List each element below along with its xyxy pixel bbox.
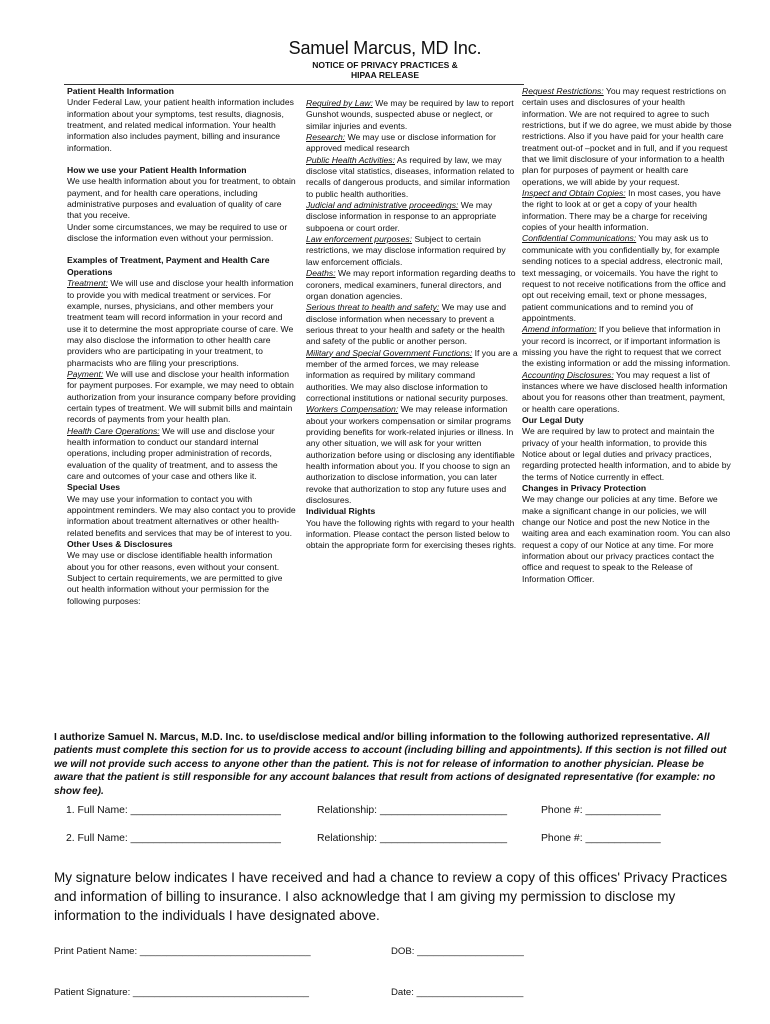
rep-1-phone-field[interactable]: Phone #: _____________ [541, 805, 661, 816]
inspect-copies-label: Inspect and Obtain Copies: [522, 188, 626, 199]
other-uses-heading: Other Uses & Disclosures [67, 539, 173, 550]
military-label: Military and Special Government Functions: [306, 347, 473, 358]
payment-label: Payment: [67, 368, 104, 379]
rep-1-relationship-field[interactable]: Relationship: ______________________ [317, 805, 508, 816]
legal-duty-heading: Our Legal Duty [522, 414, 584, 425]
notice-heading-line1: NOTICE OF PRIVACY PRACTICES & [312, 60, 458, 70]
workers-comp-text: We may release information about your workers compensation or similar programs providing benefits for work-related injuries or illness. In any other situation, we will ask for your written authorization before using or disclosing any identifiable health information about you. If you choose to sign an authorization to disclose information, you can later revoke that authorization to stop any future uses and disclosures. [306, 404, 515, 506]
hco-label: Health Care Operations: [67, 425, 160, 436]
judicial-label: Judicial and administrative proceedings: [306, 200, 459, 211]
required-by-law-label: Required by Law: [306, 98, 373, 108]
signature-statement: My signature below indicates I have received and had a chance to review a copy of this offices' Privacy Practices and information of billing to insurance. I also acknowledge that I am giving my permission to disclose my information to the individuals I have designated above. [54, 870, 728, 923]
header-divider [64, 84, 524, 85]
serious-threat-text: We may use and disclose information when necessary to prevent a serious threat to your health and safety or the health and safety of the public or another person. [306, 302, 507, 347]
deaths-label: Deaths: [306, 268, 336, 279]
notice-heading-line2: HIPAA RELEASE [350, 70, 419, 80]
column-right [522, 86, 732, 585]
accounting-disclosures-label: Accounting Disclosures: [522, 369, 614, 380]
examples-heading: Examples of Treatment, Payment and Health Care Operations [67, 255, 270, 277]
request-restrictions-text: You may request restrictions on certain uses and disclosures of your health information. We are not required to agree to such restrictions, but if we do agree, we must abide by those restrictions. Also if you have paid for your health care treatment out-of –pocket and in full, and if you request that we limit disclosure of your information to a health plan for purposes of payment or health care operations, we will abide by your request. [522, 86, 732, 187]
research-text: We may use or disclose information for approved medical research [306, 132, 496, 154]
authorization-line-a: I authorize Samuel N. Marcus, M.D. Inc. to use/disclose medical and/or billing information to the following authorized representative. [54, 732, 694, 743]
document-title: Samuel Marcus, MD Inc. [288, 38, 482, 58]
date-field[interactable]: Date: ____________________ [391, 987, 524, 998]
rep-2-name-field[interactable]: 2. Full Name: __________________________ [66, 833, 281, 844]
public-health-label: Public Health Activities: [306, 154, 395, 165]
serious-threat-label: Serious threat to health and safety: [306, 302, 440, 313]
column-middle [306, 98, 518, 552]
treatment-text: We will use and disclose your health information to provide you with medical treatment or services. For example, nurses, physicians, and other members your treatment team will record information in your record and use it to determine the most appropriate course of care. We may also disclose the information to other health care providers who are participating in your treatment, to pharmacists who are filing your prescriptions. [67, 278, 294, 368]
how-text-2: Under some circumstances, we may be required to use or disclose the information even without your permission. [67, 221, 288, 244]
research-label: Research: [306, 132, 346, 143]
dob-field[interactable]: DOB: ____________________ [391, 946, 524, 957]
confidential-comm-text: You may ask us to communicate with you confidentially by, for example sending notices to a special address, electronic mail, text messaging, or voicemails. You have the right to request to not receive notifications from the office and opt out receiving email, text or phone messages, patient communications and to remind you of appointments. [522, 233, 726, 323]
judicial-text: We may disclose information in response to an appropriate subpoena or court order. [306, 200, 497, 233]
print-name-field[interactable]: Print Patient Name: ________________________________ [54, 946, 311, 957]
patient-signature-field[interactable]: Patient Signature: _________________________________ [54, 987, 310, 998]
how-text-1: We use health information about you for treatment, to obtain payment, and for health care operations, including administrative purposes and evaluation of quality of care that you receive. [67, 176, 296, 221]
changes-text: We may change our policies at any time. Before we make a significant change in our policies, we will change our Notice and post the new Notice in the waiting area and each examination room. You can also request a copy of our Notice at any time. For more information about our privacy practices contact the office and request to speak to the Release of Information Officer. [522, 494, 731, 584]
changes-heading: Changes in Privacy Protection [522, 483, 647, 494]
special-uses-heading: Special Uses [67, 482, 121, 493]
military-text: If you are a member of the armed forces, we may release information as required by military command authorities. We may also disclose information to correctional institutions or national security purposes. [306, 347, 518, 403]
request-restrictions-label: Request Restrictions: [522, 86, 604, 96]
amend-info-label: Amend information: [522, 324, 597, 335]
rep-1-name-field[interactable]: 1. Full Name: __________________________ [66, 805, 281, 816]
accounting-disclosures-text: You may request a list of instances where we have disclosed health information about you for reasons other than treatment, payment, or health care operations. [522, 369, 728, 414]
treatment-label: Treatment: [67, 278, 108, 289]
law-enforcement-text: Subject to certain restrictions, we may disclose information required by law enforcement officials. [306, 234, 506, 267]
payment-text: We will use and disclose your health information for payment purposes. For example, we may need to obtain authorization from your insurance company before providing certain types of treatment. We will submit bills and maintain records of payments from your health plan. [67, 368, 296, 425]
rep-2-phone-field[interactable]: Phone #: _____________ [541, 833, 661, 844]
workers-comp-label: Workers Compensation: [306, 404, 399, 415]
individual-rights-heading: Individual Rights [306, 506, 376, 517]
special-uses-text: We may use your information to contact you with appointment reminders. We may also contact you to provide information about treatment alternatives or other health-related benefits and services that may be of interest to you. [67, 493, 296, 538]
amend-info-text: If you believe that information in your record is incorrect, or if important information is missing you have the right to request that we correct the existing information or add the missing information. [522, 324, 731, 369]
public-health-text: As required by law, we may disclose vital statistics, diseases, information related to recalls of dangerous products, and similar information to public health authorities. [306, 154, 515, 199]
phi-heading: Patient Health Information [67, 86, 174, 96]
other-uses-text: We may use or disclose identifiable health information about you for other reasons, even without your consent. Subject to certain requirements, we are permitted to give out health information without your permission for the following purposes: [67, 550, 283, 606]
column-left [67, 86, 296, 607]
inspect-copies-text: In most cases, you have the right to look at or get a copy of your health information. There may be a charge for receiving copies of your health information. [522, 188, 721, 233]
legal-duty-text: We are required by law to protect and maintain the privacy of your health information, to provide this Notice about or legal duties and privacy practices, regarding protected health information, and to abide by the terms of Notice currently in effect. [522, 426, 731, 482]
rep-2-relationship-field[interactable]: Relationship: ______________________ [317, 833, 508, 844]
law-enforcement-label: Law enforcement purposes: [306, 234, 413, 245]
authorization-line-b: All patients must complete this section for us to provide access to account (including billing and appointments). If this section is not filled out we will not provide such access to anyone other than the patient. This is not for release of information to another physician. Please be aware that the patient is still responsible for any account balances that result from actions of designated representative (for example: no show fee). [54, 732, 727, 797]
deaths-text: We may report information regarding deaths to coroners, medical examiners, funeral directors, and organ donation agencies. [306, 268, 516, 301]
authorization-statement [54, 731, 729, 798]
confidential-comm-label: Confidential Communications: [522, 233, 637, 244]
hco-text: We will use and disclose your health information to conduct our standard internal operations, including proper administration of records, evaluation of the quality of treatment, and to assess the care and outcomes of your case and others like it. [67, 425, 278, 481]
how-heading: How we use your Patient Health Information [67, 165, 247, 176]
phi-text: Under Federal Law, your patient health information includes information about your symptoms, test results, diagnosis, treatment, and related medical information. Your health information also includes payment, billing and insurance information. [67, 97, 294, 153]
required-by-law-text: We may be required by law to report Gunshot wounds, suspected abuse or neglect, or similar injuries and events. [306, 98, 514, 131]
individual-rights-text: You have the following rights with regard to your health information. Please contact the person listed below to obtain the appropriate form for exercising theses rights. [306, 517, 517, 551]
